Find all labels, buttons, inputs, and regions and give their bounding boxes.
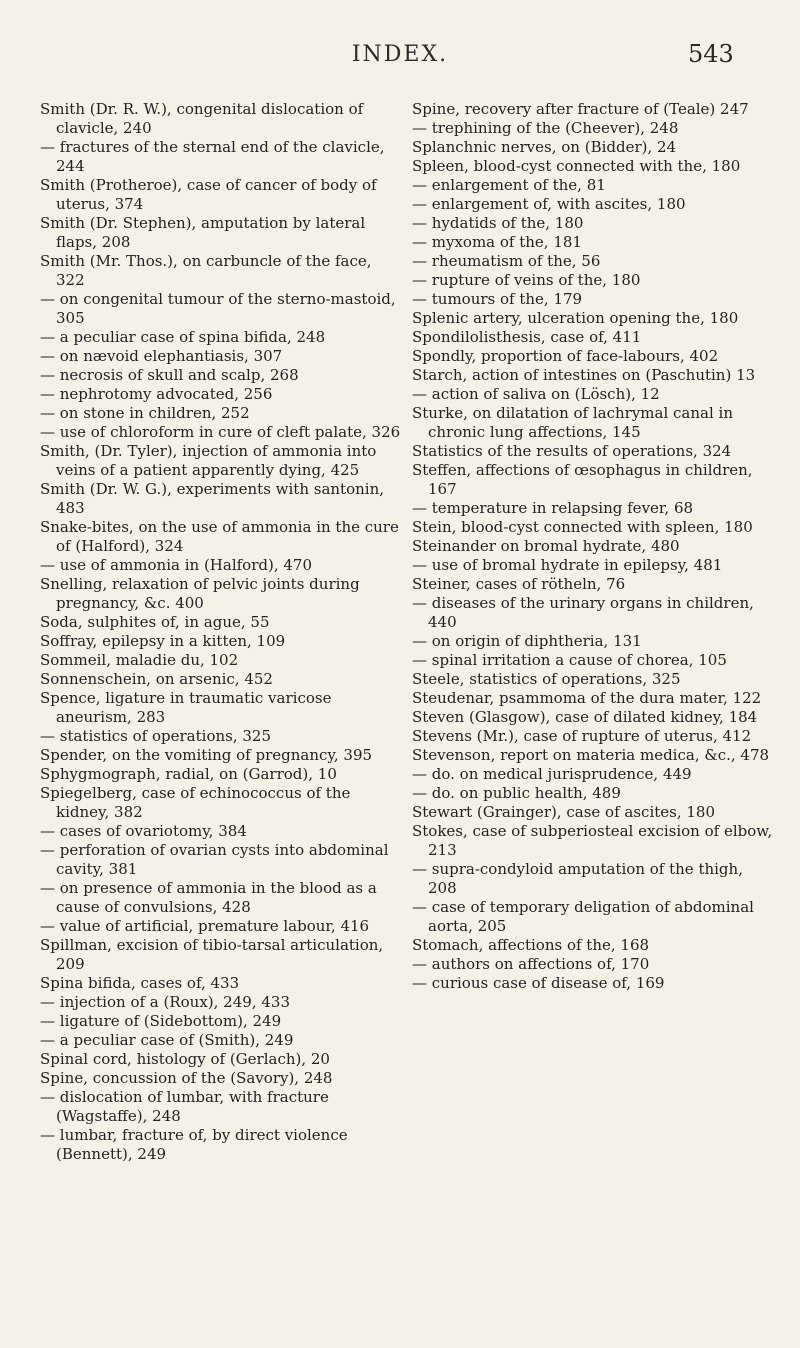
index-entry: Sommeil, maladie du, 102 — [40, 651, 239, 669]
index-entry: Spillman, excision of tibio-tarsal articulation, 209 — [40, 936, 384, 973]
index-entry: — nephrotomy advocated, 256 — [40, 385, 273, 403]
index-entry: — diseases of the urinary organs in children, 440 — [412, 594, 754, 631]
index-entry: — enlargement of the, 81 — [412, 176, 606, 194]
index-entry: Smith (Protheroe), case of cancer of body of uterus, 374 — [40, 176, 377, 213]
index-entry: Starch, action of intestines on (Paschutin) 13 — [412, 366, 756, 384]
index-entry: Smith, (Dr. Tyler), injection of ammonia into veins of a patient apparently dying, 425 — [40, 442, 377, 479]
index-entry: Stein, blood-cyst connected with spleen, 180 — [412, 518, 753, 536]
index-entry: — tumours of the, 179 — [412, 290, 583, 308]
index-entry: — fractures of the sternal end of the clavicle, 244 — [40, 138, 385, 175]
index-entry: — on congenital tumour of the sterno-mastoid, 305 — [40, 290, 396, 327]
index-entry: Statistics of the results of operations, 324 — [412, 442, 732, 460]
index-entry: — dislocation of lumbar, with fracture (Wagstaffe), 248 — [40, 1088, 329, 1125]
index-entry: Spine, concussion of the (Savory), 248 — [40, 1069, 333, 1087]
index-entry: — lumbar, fracture of, by direct violence (Bennett), 249 — [40, 1126, 348, 1163]
index-entry: — perforation of ovarian cysts into abdominal cavity, 381 — [40, 841, 389, 878]
index-entry: — use of ammonia in (Halford), 470 — [40, 556, 312, 574]
index-entry: Spondilolisthesis, case of, 411 — [412, 328, 642, 346]
index-entry: — on presence of ammonia in the blood as a cause of convulsions, 428 — [40, 879, 377, 916]
index-entry: Smith (Dr. W. G.), experiments with santonin, 483 — [40, 480, 385, 517]
index-entry: — rupture of veins of the, 180 — [412, 271, 641, 289]
index-entry: Stewart (Grainger), case of ascites, 180 — [412, 803, 716, 821]
index-entry: — value of artificial, premature labour, 416 — [40, 917, 370, 935]
running-header: INDEX. — [351, 42, 449, 67]
index-entry: Spleen, blood-cyst connected with the, 180 — [412, 157, 741, 175]
index-entry: Spiegelberg, case of echinococcus of the kidney, 382 — [40, 784, 351, 821]
index-entry: — statistics of operations, 325 — [40, 727, 272, 745]
index-entry: Steiner, cases of rötheln, 76 — [412, 575, 626, 593]
index-entry: Smith (Mr. Thos.), on carbuncle of the face, 322 — [40, 252, 372, 289]
index-entry: — authors on affections of, 170 — [412, 955, 650, 973]
index-entry: — a peculiar case of spina bifida, 248 — [40, 328, 326, 346]
index-entry: — enlargement of, with ascites, 180 — [412, 195, 686, 213]
index-entry: Steven (Glasgow), case of dilated kidney, 184 — [412, 708, 758, 726]
index-entry: Snelling, relaxation of pelvic joints during pregnancy, &c. 400 — [40, 575, 360, 612]
index-entry: — on origin of diphtheria, 131 — [412, 632, 642, 650]
index-entry: — do. on medical jurisprudence, 449 — [412, 765, 692, 783]
index-entry: — supra-condyloid amputation of the thigh, 208 — [412, 860, 743, 897]
page-number: 543 — [688, 40, 734, 68]
index-entry: — rheumatism of the, 56 — [412, 252, 601, 270]
index-entry: Smith (Dr. Stephen), amputation by lateral flaps, 208 — [40, 214, 366, 251]
index-entry: Snake-bites, on the use of ammonia in the cure of (Halford), 324 — [40, 518, 399, 555]
index-entry: Spender, on the vomiting of pregnancy, 395 — [40, 746, 373, 764]
index-entry: — cases of ovariotomy, 384 — [40, 822, 247, 840]
index-entry: Stevens (Mr.), case of rupture of uterus, 412 — [412, 727, 752, 745]
index-entry: Sphygmograph, radial, on (Garrod), 10 — [40, 765, 337, 783]
index-entry: — spinal irritation a cause of chorea, 105 — [412, 651, 727, 669]
index-entry: Splanchnic nerves, on (Bidder), 24 — [412, 138, 677, 156]
index-entry: Steffen, affections of œsophagus in children, 167 — [412, 461, 753, 498]
index-entry: — necrosis of skull and scalp, 268 — [40, 366, 299, 384]
index-entry: — use of bromal hydrate in epilepsy, 481 — [412, 556, 723, 574]
index-entry: Splenic artery, ulceration opening the, 180 — [412, 309, 739, 327]
index-entry: Soffray, epilepsy in a kitten, 109 — [40, 632, 286, 650]
index-entry: — myxoma of the, 181 — [412, 233, 582, 251]
index-entry: — injection of a (Roux), 249, 433 — [40, 993, 290, 1011]
index-entry: Stevenson, report on materia medica, &c., 478 — [412, 746, 770, 764]
index-entry: Steinander on bromal hydrate, 480 — [412, 537, 680, 555]
index-entry: Spina bifida, cases of, 433 — [40, 974, 240, 992]
index-entry: — action of saliva on (Lösch), 12 — [412, 385, 660, 403]
index-entry: — case of temporary deligation of abdominal aorta, 205 — [412, 898, 754, 935]
index-entry: — ligature of (Sidebottom), 249 — [40, 1012, 282, 1030]
index-entry: — hydatids of the, 180 — [412, 214, 584, 232]
index-entry: — on nævoid elephantiasis, 307 — [40, 347, 283, 365]
index-entry: Smith (Dr. R. W.), congenital dislocation of clavicle, 240 — [40, 100, 364, 137]
index-entry: Spinal cord, histology of (Gerlach), 20 — [40, 1050, 330, 1068]
index-entry: — curious case of disease of, 169 — [412, 974, 665, 992]
index-entry: Stomach, affections of the, 168 — [412, 936, 650, 954]
index-entry: — use of chloroform in cure of cleft palate, 326 — [40, 423, 401, 441]
index-entry: Steudenar, psammoma of the dura mater, 122 — [412, 689, 762, 707]
index-entry: — do. on public health, 489 — [412, 784, 621, 802]
index-entry: Steele, statistics of operations, 325 — [412, 670, 681, 688]
left-index-column — [40, 100, 402, 1164]
index-entry: Spence, ligature in traumatic varicose aneurism, 283 — [40, 689, 332, 726]
index-entry: Spine, recovery after fracture of (Teale) 247 — [412, 100, 749, 118]
index-entry: Sturke, on dilatation of lachrymal canal in chronic lung affections, 145 — [412, 404, 733, 441]
index-entry: — trephining of the (Cheever), 248 — [412, 119, 679, 137]
right-index-column — [412, 100, 774, 993]
index-entry: — temperature in relapsing fever, 68 — [412, 499, 694, 517]
index-entry: — a peculiar case of (Smith), 249 — [40, 1031, 294, 1049]
index-entry: Sonnenschein, on arsenic, 452 — [40, 670, 273, 688]
index-entry: Soda, sulphites of, in ague, 55 — [40, 613, 270, 631]
index-entry: Spondly, proportion of face-labours, 402 — [412, 347, 719, 365]
index-entry: — on stone in children, 252 — [40, 404, 250, 422]
index-entry: Stokes, case of subperiosteal excision of elbow, 213 — [412, 822, 773, 859]
